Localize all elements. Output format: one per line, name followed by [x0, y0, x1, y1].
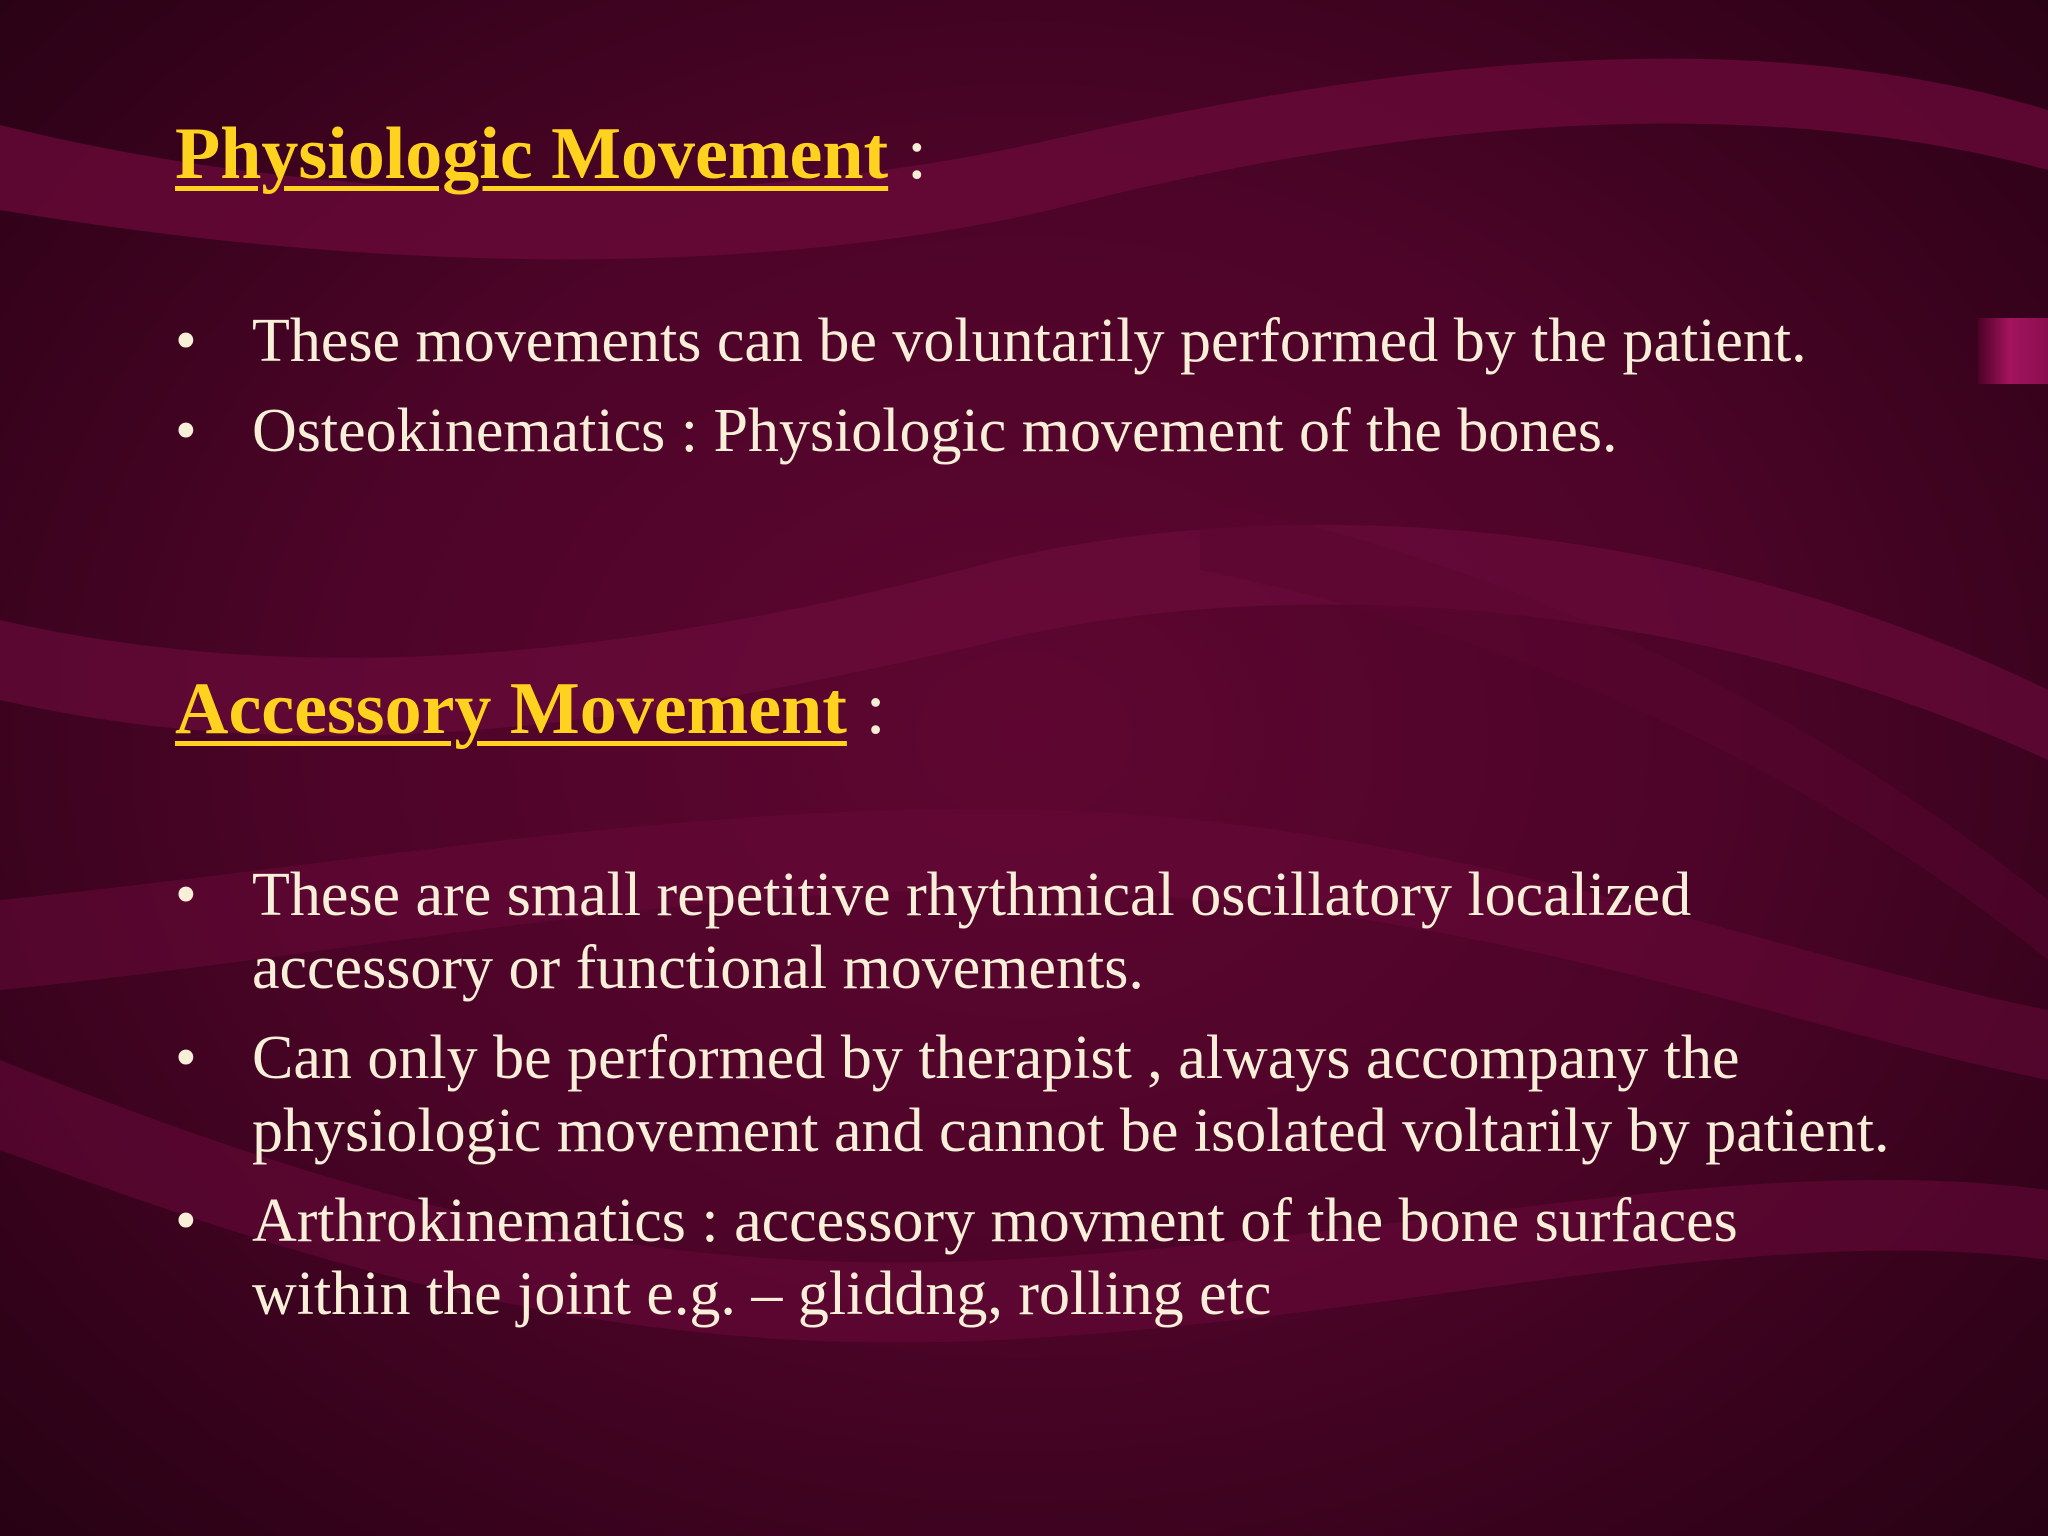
bullet-text: Can only be performed by therapist , always accompany the physiologic movement and cannot be isolated voltarily by patient.	[252, 1024, 1890, 1165]
side-accent-tab	[1978, 318, 2048, 384]
list-item	[175, 1185, 1895, 1331]
bullet-text: Arthrokinematics : accessory movment of the bone surfaces within the joint e.g. – gliddng, rolling etc	[252, 1187, 1738, 1328]
bullet-text: These are small repetitive rhythmical oscillatory localized accessory or functional movements.	[252, 861, 1692, 1002]
bullet-icon: •	[175, 1024, 197, 1092]
physiologic-bullet-list	[175, 305, 1895, 485]
heading-accessory-movement	[175, 668, 886, 750]
bullet-icon: •	[175, 1187, 197, 1255]
bullet-text: Osteokinematics : Physiologic movement of the bones.	[252, 397, 1618, 465]
heading-physiologic-text: Physiologic Movement	[175, 113, 889, 195]
heading-accessory-text: Accessory Movement	[175, 668, 847, 750]
bullet-icon: •	[175, 307, 197, 375]
heading-colon: :	[888, 113, 928, 195]
bullet-icon: •	[175, 861, 197, 929]
heading-colon: :	[846, 668, 886, 750]
bullet-text: These movements can be voluntarily performed by the patient.	[252, 307, 1807, 375]
list-item	[175, 1022, 1895, 1168]
list-item	[175, 305, 1895, 378]
accessory-bullet-list	[175, 859, 1895, 1348]
list-item	[175, 859, 1895, 1005]
list-item	[175, 395, 1895, 468]
heading-physiologic-movement	[175, 113, 928, 195]
bullet-icon: •	[175, 397, 197, 465]
